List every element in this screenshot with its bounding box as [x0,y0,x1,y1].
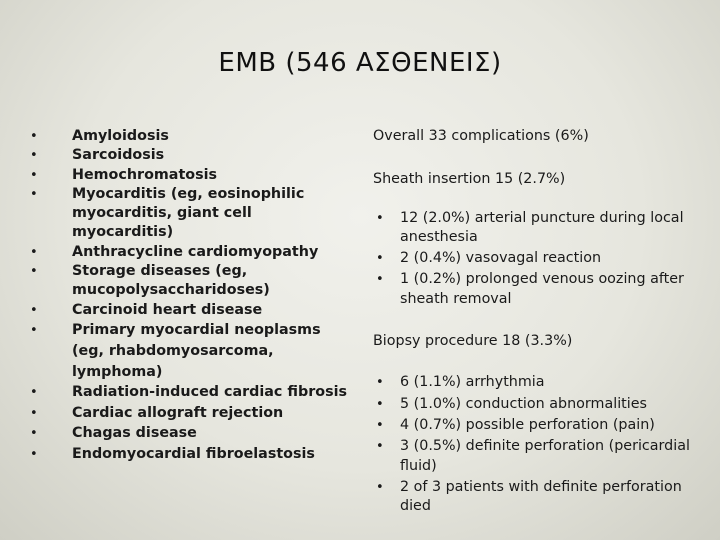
list-item: • 6 (1.1%) arrhythmia [373,373,703,392]
list-item: • 12 (2.0%) arterial puncture during local anesthesia [373,209,703,248]
list-item: • Chagas disease [22,424,352,443]
list-item: • Endomyocardial fibroelastosis [22,445,352,464]
list-item: • Cardiac allograft rejection [22,404,352,423]
complications-panel [373,127,703,516]
list-item: • Hemochromatosis [22,166,352,185]
biopsy-heading: Biopsy procedure 18 (3.3%) [373,333,573,350]
slide-title: EMB (546 ΑΣΘΕΝΕΙΣ) [218,48,502,78]
list-item: • 5 (1.0%) conduction abnormalities [373,395,703,414]
list-item: • Amyloidosis [22,127,352,146]
biopsy-list [373,373,703,516]
list-item: • Myocarditis (eg, eosinophilic myocarditis, giant cell myocarditis) [22,185,352,243]
sheath-heading: Sheath insertion 15 (2.7%) [373,171,566,188]
list-item: • Storage diseases (eg, mucopolysaccharidoses) [22,262,352,301]
sheath-list [373,209,703,309]
list-item: • 4 (0.7%) possible perforation (pain) [373,416,703,435]
list-item: • 2 (0.4%) vasovagal reaction [373,249,703,268]
list-item: • 2 of 3 patients with definite perforation died [373,478,703,517]
list-item: • Anthracycline cardiomyopathy [22,243,352,262]
overall-complications: Overall 33 complications (6%) [373,128,589,144]
list-item: • 3 (0.5%) definite perforation (pericardial fluid) [373,437,703,476]
list-item: • 1 (0.2%) prolonged venous oozing after sheath removal [373,270,703,309]
list-item: • Primary myocardial neoplasms (eg, rhabdomyosarcoma, lymphoma) [22,320,352,383]
indications-list [22,127,352,464]
list-item: • Carcinoid heart disease [22,301,352,320]
list-item: • Sarcoidosis [22,146,352,165]
list-item: • Radiation-induced cardiac fibrosis [22,383,352,402]
